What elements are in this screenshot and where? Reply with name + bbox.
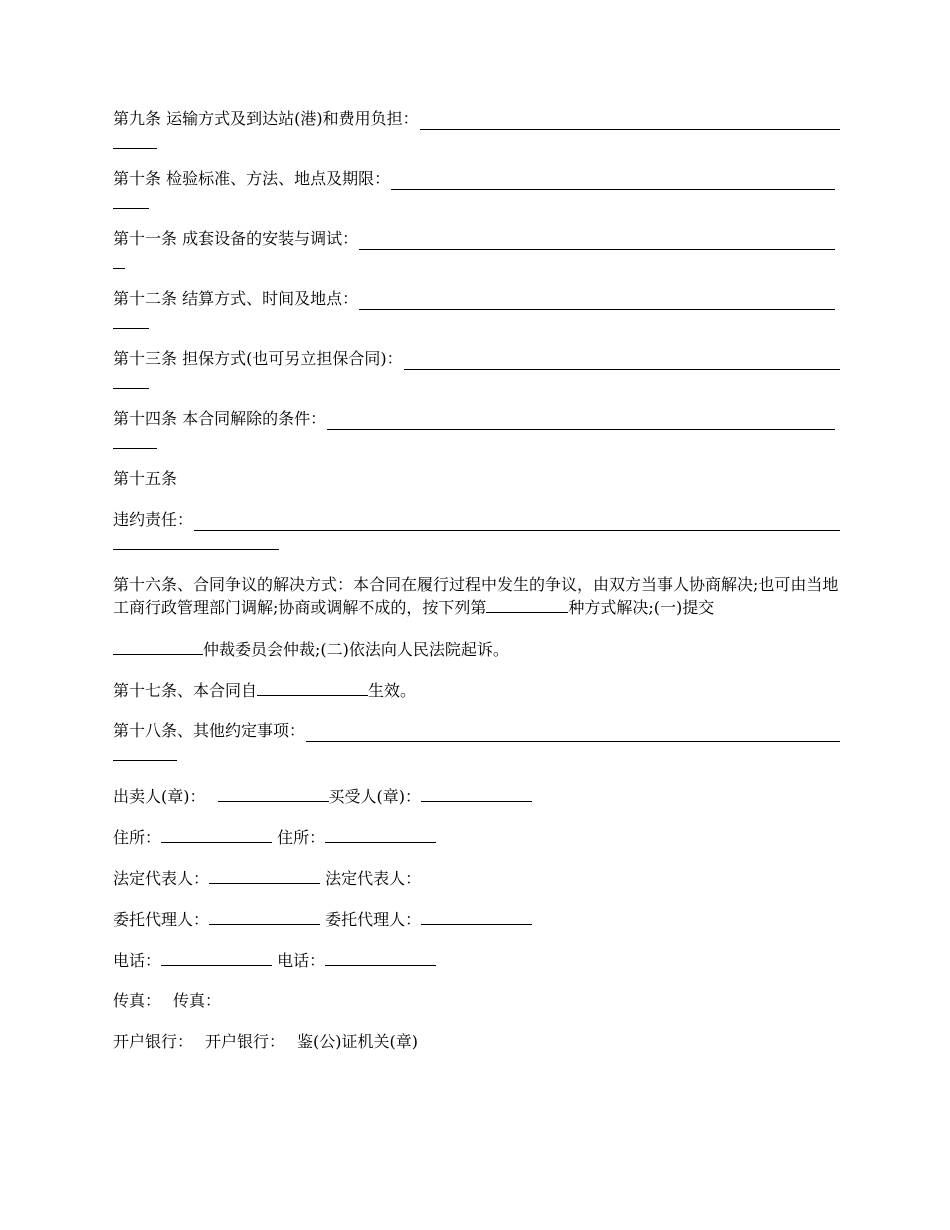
clause-11-label: 第十一条 成套设备的安装与调试： [113,229,359,248]
agent-blank-1 [209,908,320,925]
address-label-2: 住所： [277,828,326,847]
clause-10-blank-cont [113,190,149,209]
clause-13-blank [404,352,840,370]
seller-label: 出卖人(章)： [113,787,206,806]
clause-10 [113,168,840,209]
clause-16-text-c: 仲裁委员会仲裁;(二)依法向人民法院起诉。 [203,640,509,659]
clause-14-blank [327,412,835,430]
contract-page [113,108,840,1072]
clause-10-label: 第十条 检验标准、方法、地点及期限： [113,169,391,188]
clause-14 [113,408,840,449]
signature-row-phone [113,949,840,971]
address-blank-2 [325,826,436,843]
clause-9-label: 第九条 运输方式及到达站(港)和费用负担： [113,109,419,128]
clause-17-blank [257,679,368,696]
clause-18-blank [306,724,840,742]
clause-15-title: 第十五条 [113,469,178,488]
clause-11-blank-cont [113,250,125,269]
signature-row-rep [113,867,840,889]
clause-11 [113,228,840,269]
clause-12 [113,288,840,329]
clause-16 [113,574,840,619]
agent-label-2: 委托代理人： [325,910,422,929]
clause-18-blank-cont [113,742,177,761]
clause-16-text-b: 种方式解决;(一)提交 [568,598,715,617]
clause-9-blank-cont [113,130,157,149]
agent-label-1: 委托代理人： [113,910,210,929]
notary-label: 鉴(公)证机关(章) [297,1032,419,1051]
bank-label-1: 开户银行： [113,1032,194,1051]
clause-9 [113,108,840,149]
clause-13-blank-cont [113,370,149,389]
clause-11-blank [359,232,835,250]
clause-14-blank-cont [113,430,157,449]
clause-12-label: 第十二条 结算方式、时间及地点： [113,289,359,308]
clause-13-label: 第十三条 担保方式(也可另立担保合同)： [113,349,403,368]
fax-label-2: 传真： [173,991,222,1010]
clause-17-text-b: 生效。 [368,681,417,700]
signature-row-fax [113,990,840,1012]
agent-blank-2 [421,908,532,925]
clause-15-blank-cont [113,531,279,550]
phone-blank-1 [161,949,272,966]
clause-18 [113,720,840,761]
phone-label-1: 电话： [113,951,162,970]
clause-12-blank-cont [113,310,149,329]
bank-label-2: 开户银行： [205,1032,286,1051]
clause-15-blank [194,513,840,531]
address-blank-1 [161,826,272,843]
clause-16-blank-arbitration [113,638,203,655]
clause-17-text-a: 第十七条、本合同自 [113,681,258,700]
fax-label-1: 传真： [113,991,162,1010]
clause-14-label: 第十四条 本合同解除的条件： [113,409,327,428]
buyer-blank [421,785,532,802]
phone-blank-2 [325,949,436,966]
address-label-1: 住所： [113,828,162,847]
buyer-label: 买受人(章)： [328,787,421,806]
signature-row-bank [113,1031,840,1053]
clause-15-label: 违约责任： [113,510,194,529]
rep-label-1: 法定代表人： [113,869,210,888]
clause-17 [113,679,840,701]
clause-16-text-a: 第十六条、合同争议的解决方式：本合同在履行过程中发生的争议，由双方当事人协商解决;也可由当地工商行政管理部门调解;协商或调解不成的，按下列第 [113,575,839,617]
clause-16-blank-method [486,596,568,613]
signature-row-address [113,826,840,848]
signature-row-parties [113,785,840,807]
signature-row-agent [113,908,840,930]
rep-blank-1 [209,867,320,884]
clause-12-blank [359,292,835,310]
clause-16-cont [113,638,840,660]
clause-15 [113,509,840,550]
clause-10-blank [391,172,835,190]
clause-18-label: 第十八条、其他约定事项： [113,721,306,740]
seller-blank [218,785,329,802]
phone-label-2: 电话： [277,951,326,970]
rep-label-2: 法定代表人： [325,869,422,888]
clause-13 [113,348,840,389]
clause-9-blank [420,112,840,130]
